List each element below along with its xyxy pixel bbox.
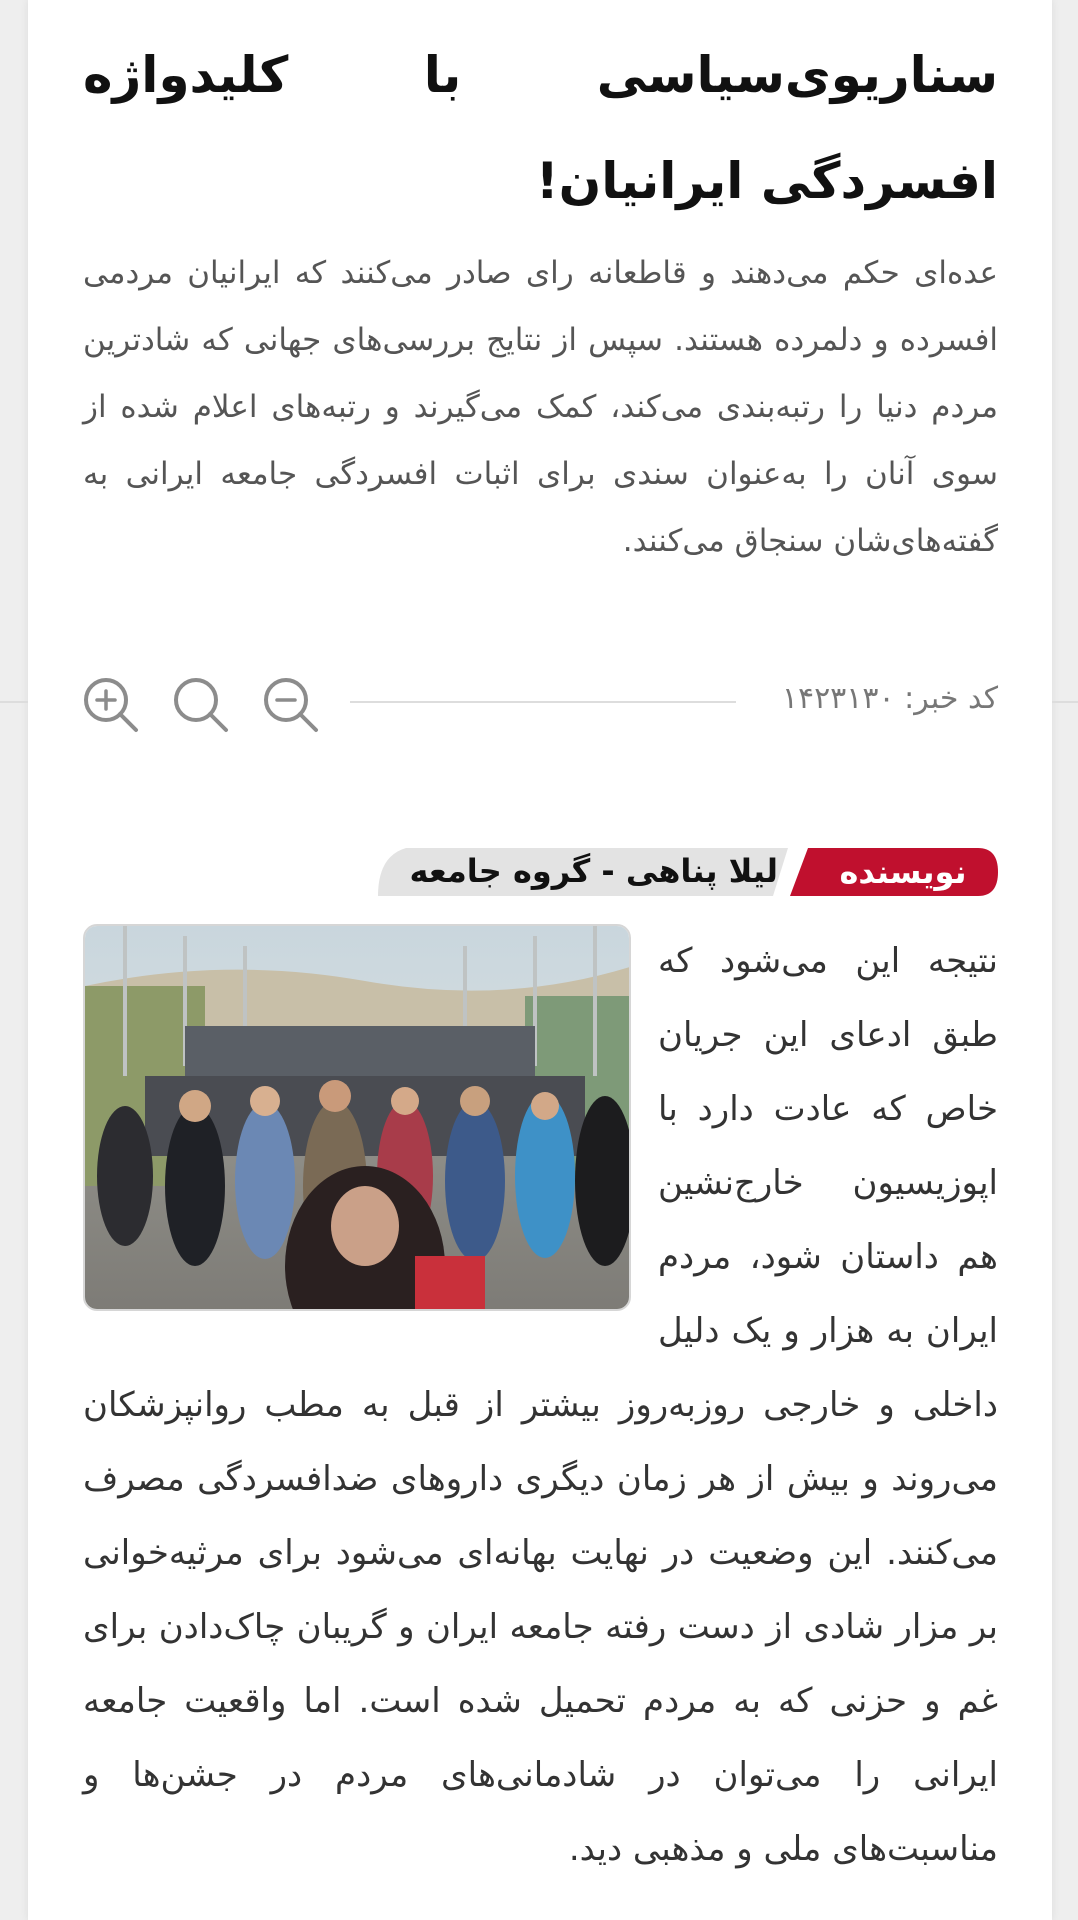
photo-spacer	[83, 924, 658, 1334]
author-badge	[378, 848, 998, 896]
author-role-label: نویسنده	[839, 853, 967, 891]
zoom-in-icon[interactable]	[80, 674, 140, 734]
article-body-text: نتیجه این می‌شود که طبق ادعای این جریان خاص که عادت دارد با اپوزیسیون خارج‌نشین هم داستان شود، مردم ایران به هزار و یک دلیل داخلی و خارجی روزبه‌روز بیشتر از قبل به مطب روانپزشکان می‌روند و بیش از هر زمان دیگری داروهای ضدافسردگی مصرف می‌کنند. این وضعیت در نهایت بهانه‌ای می‌شود برای مرثیه‌خوانی بر مزار شادی از دست رفته جامعه ایران و گریبان چاک‌دادن برای غم و حزنی که به مردم تحمیل شده است. اما واقعیت جامعه ایرانی را می‌توان در شادمانی‌های مردم در جشن‌ها و مناسبت‌های ملی و مذهبی دید.	[83, 941, 998, 1869]
divider	[350, 701, 736, 703]
divider	[0, 701, 28, 703]
author-name[interactable]: لیلا پناهی - گروه جامعه	[409, 852, 778, 890]
article-title: سناریوی‌سیاسی با کلیدواژه افسردگی ایرانیان!	[83, 46, 998, 210]
zoom-out-icon[interactable]	[260, 674, 320, 734]
search-icon[interactable]	[170, 674, 230, 734]
article-body	[83, 924, 998, 1886]
divider	[1052, 701, 1078, 703]
article-lead: عده‌ای حکم می‌دهند و قاطعانه رای صادر می‌کنند که ایرانیان مردمی افسرده و دلمرده هستند. سپس از نتایج بررسی‌های جهانی که شادترین مردم دنیا را رتبه‌بندی می‌کند، کمک می‌گیرند و رتبه‌های اعلام شده از سوی آنان را به‌عنوان سندی برای اثبات افسردگی جامعه ایرانی به گفته‌های‌شان سنجاق می‌کنند.	[83, 255, 998, 559]
news-code: کد خبر: ۱۴۲۳۱۳۰	[740, 676, 998, 722]
